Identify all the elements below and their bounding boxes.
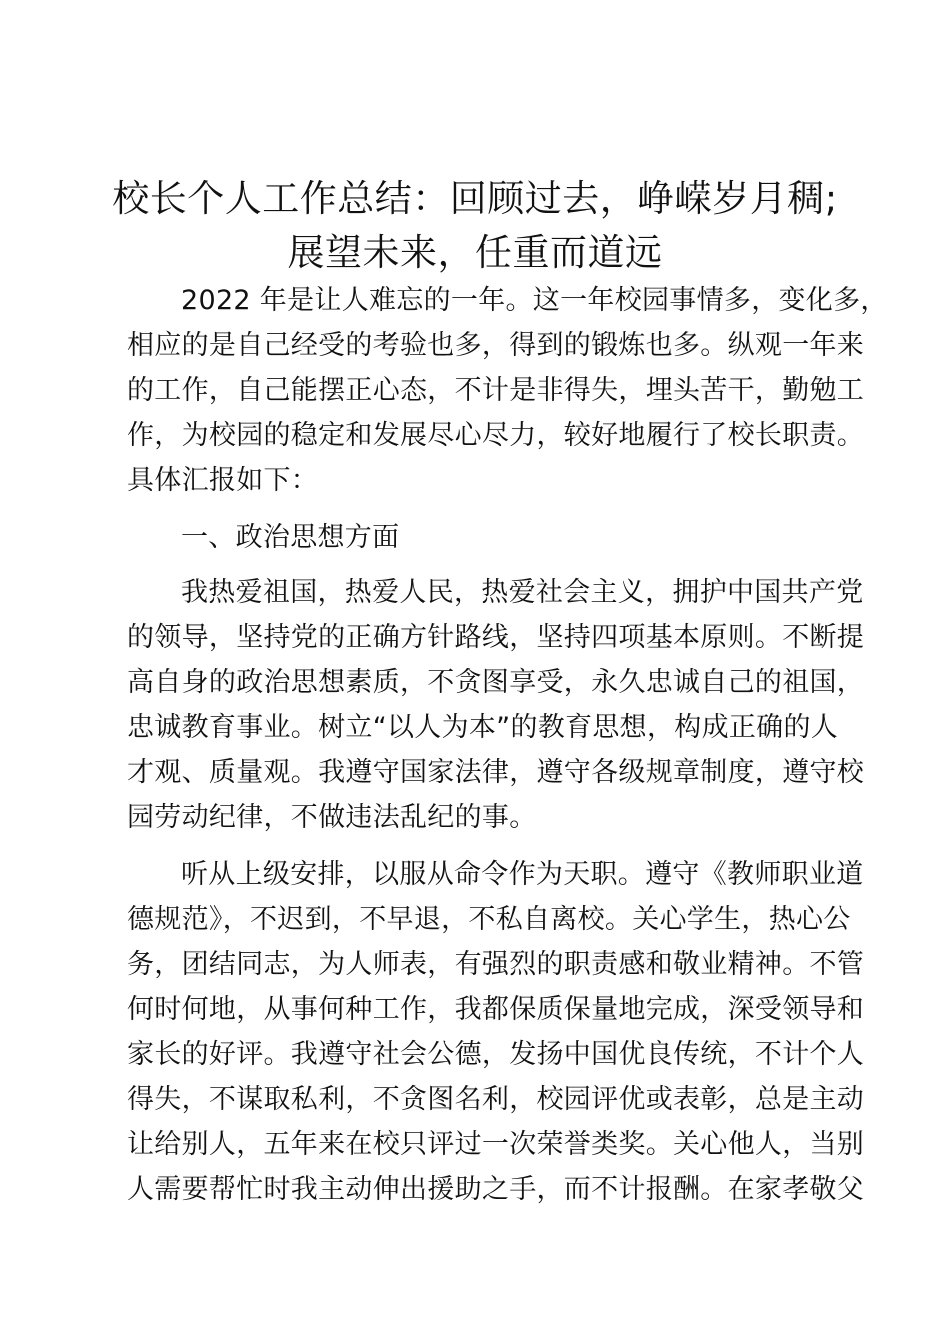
text-line: 让给别人，五年来在校只评过一次荣誉类奖。关心他人，当别 [127,1129,865,1160]
text-line: 务，团结同志，为人师表，有强烈的职责感和敬业精神。不管 [127,949,865,980]
text-line: 才观、质量观。我遵守国家法律，遵守各级规章制度，遵守校 [127,757,865,788]
text-line: 德规范》，不迟到，不早退，不私自离校。关心学生，热心公 [127,904,851,935]
text-line: 听从上级安排，以服从命令作为天职。遵守《教师职业道 [181,859,864,890]
text-line: 何时何地，从事何种工作，我都保质保量地完成，深受领导和 [127,994,865,1025]
text-line: 我热爱祖国，热爱人民，热爱社会主义，拥护中国共产党 [181,577,864,608]
section-heading [127,515,833,560]
text-line: 园劳动纪律，不做违法乱纪的事。 [127,802,537,833]
text-line: 得失，不谋取私利，不贪图名利，校园评优或表彰，总是主动 [127,1084,865,1115]
text-line: 具体汇报如下： [127,465,319,496]
text-line: 相应的是自己经受的考验也多，得到的锻炼也多。纵观一年来 [127,330,865,361]
text-line: 一、政治思想方面 [181,522,400,553]
text-line: 忠诚教育事业。树立“以人为本”的教育思想，构成正确的人 [127,712,839,743]
title-line-2: 展望未来，任重而道远 [287,231,663,274]
document-body [127,278,888,1224]
text-line: 高自身的政治思想素质，不贪图享受，永久忠诚自己的祖国， [127,667,865,698]
text-line: 人需要帮忙时我主动伸出援助之手，而不计报酬。在家孝敬父 [127,1174,865,1205]
paragraph-obedience [127,852,865,1212]
text-line: 2022 年是让人难忘的一年。这一年校园事情多，变化多， [181,285,888,316]
paragraph-intro [127,278,888,503]
text-line: 作，为校园的稳定和发展尽心尽力，较好地履行了校长职责。 [127,420,865,451]
paragraph-political [127,570,865,840]
text-line: 的领导，坚持党的正确方针路线，坚持四项基本原则。不断提 [127,622,865,653]
text-line: 的工作，自己能摆正心态，不计是非得失，埋头苦干，勤勉工 [127,375,865,406]
title-line-1: 校长个人工作总结：回顾过去，峥嵘岁月稠; [112,177,838,220]
text-line: 家长的好评。我遵守社会公德，发扬中国优良传统，不计个人 [127,1039,865,1070]
document-title [100,172,850,280]
